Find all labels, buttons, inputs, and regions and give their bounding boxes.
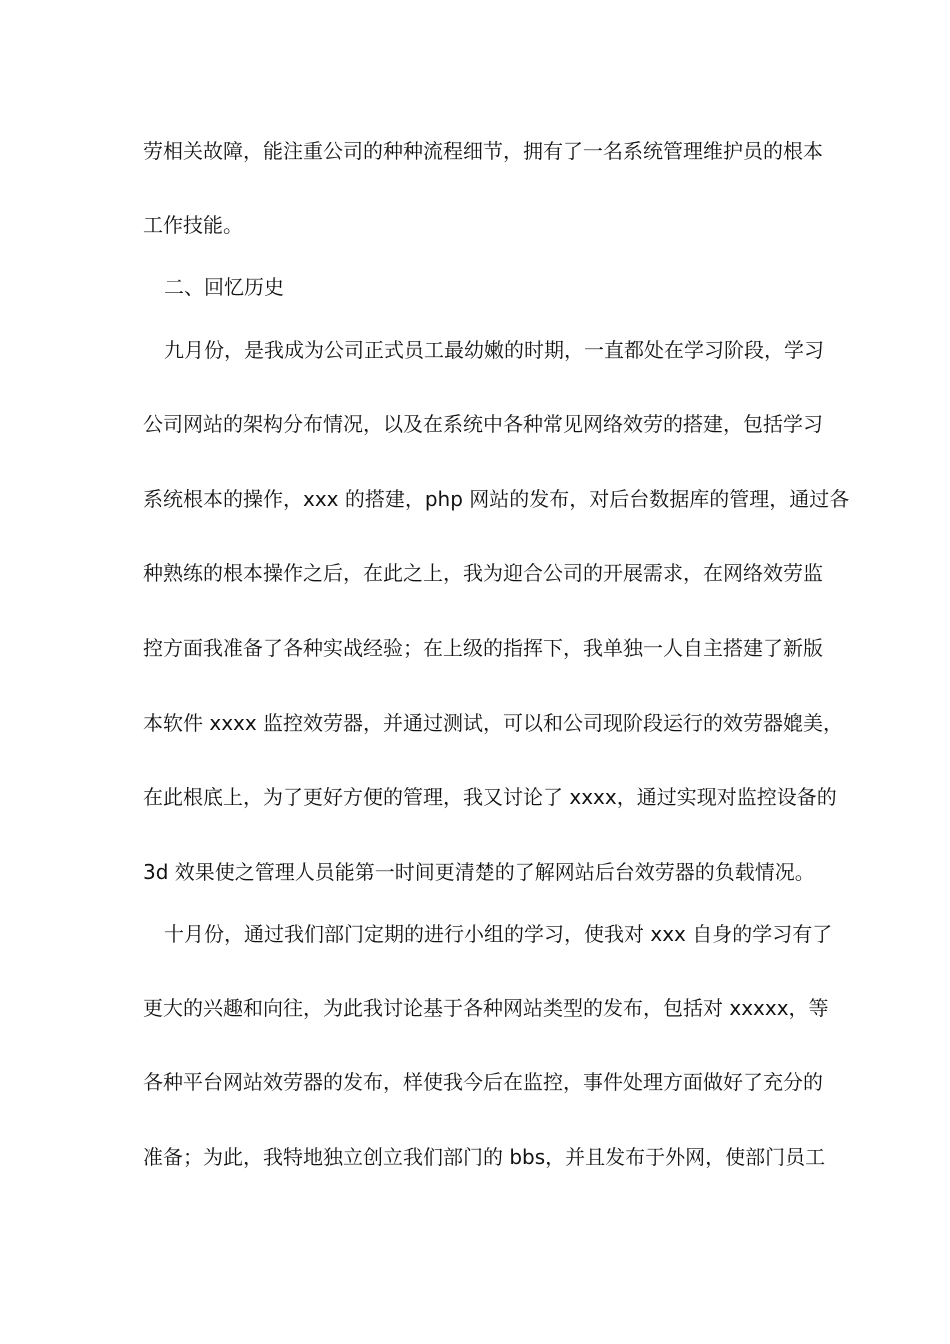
section-heading: 二、回忆历史: [164, 275, 284, 299]
text-line: 准备；为此，我特地独立创立我们部门的 bbs，并且发布于外网，使部门员工: [143, 1145, 826, 1169]
text-line: 劳相关故障，能注重公司的种种流程细节，拥有了一名系统管理维护员的根本: [143, 139, 823, 163]
text-line: 工作技能。: [143, 213, 243, 237]
text-line: 各种平台网站效劳器的发布，样使我今后在监控，事件处理方面做好了充分的: [143, 1070, 823, 1094]
paragraph-start-line: 九月份，是我成为公司正式员工最幼嫩的时期，一直都处在学习阶段，学习: [164, 338, 824, 362]
text-line: 3d 效果使之管理人员能第一时间更清楚的了解网站后台效劳器的负载情况。: [143, 860, 815, 884]
text-line: 公司网站的架构分布情况，以及在系统中各种常见网络效劳的搭建，包括学习: [143, 412, 823, 436]
text-line: 本软件 xxxx 监控效劳器，并通过测试，可以和公司现阶段运行的效劳器媲美，: [143, 711, 844, 735]
text-line: 控方面我准备了各种实战经验；在上级的指挥下，我单独一人自主搭建了新版: [143, 636, 823, 660]
text-line: 在此根底上，为了更好方便的管理，我又讨论了 xxxx，通过实现对监控设备的: [143, 785, 837, 809]
text-line: 更大的兴趣和向往，为此我讨论基于各种网站类型的发布，包括对 xxxxx，等: [143, 996, 829, 1020]
paragraph-start-line: 十月份，通过我们部门定期的进行小组的学习，使我对 xxx 自身的学习有了: [164, 922, 833, 946]
text-line: 种熟练的根本操作之后，在此之上，我为迎合公司的开展需求，在网络效劳监: [143, 561, 823, 585]
text-line: 系统根本的操作，xxx 的搭建，php 网站的发布，对后台数据库的管理，通过各: [143, 487, 850, 511]
